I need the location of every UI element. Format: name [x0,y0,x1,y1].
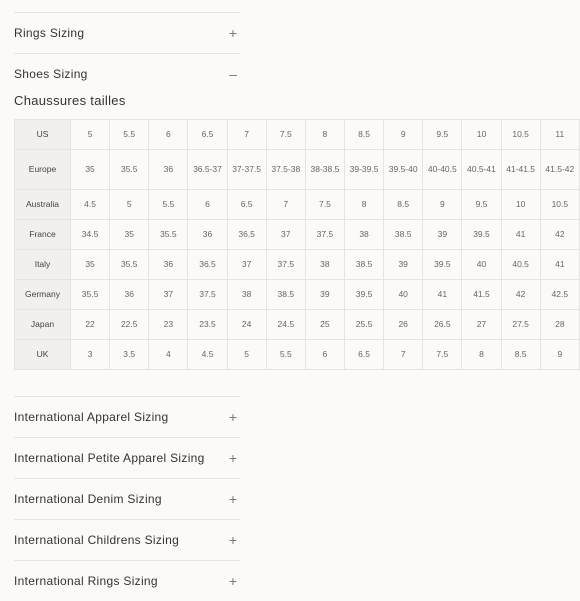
size-cell: 42 [540,220,579,250]
size-cell: 38 [305,250,344,280]
size-cell: 37.5 [188,280,227,310]
accordion-label: International Denim Sizing [14,492,162,506]
table-row [15,280,580,310]
size-cell: 10.5 [501,120,540,150]
size-cell: 8 [462,340,501,370]
size-cell: 40.5 [501,250,540,280]
size-cell: 11 [540,120,579,150]
size-cell: 42 [501,280,540,310]
row-header: Germany [15,280,71,310]
size-cell: 7 [266,190,305,220]
size-cell: 26.5 [423,310,462,340]
size-cell: 36 [188,220,227,250]
size-cell: 35.5 [71,280,110,310]
row-header: Europe [15,150,71,190]
row-header: UK [15,340,71,370]
size-cell: 41.5-42 [540,150,579,190]
accordion-label: Shoes Sizing [14,67,88,81]
size-cell: 8.5 [501,340,540,370]
size-cell: 38.5 [266,280,305,310]
plus-icon: + [228,491,238,507]
size-cell: 39.5 [344,280,383,310]
size-cell: 42.5 [540,280,579,310]
size-cell: 25.5 [344,310,383,340]
size-cell: 37 [227,250,266,280]
size-cell: 37.5 [305,220,344,250]
table-row [15,220,580,250]
size-cell: 39 [384,250,423,280]
accordion-label: Rings Sizing [14,26,85,40]
size-cell: 27.5 [501,310,540,340]
size-cell: 6 [188,190,227,220]
size-cell: 39 [423,220,462,250]
size-cell: 10.5 [540,190,579,220]
shoes-table-title: Chaussures tailles [14,93,126,108]
size-cell: 36 [149,150,188,190]
size-cell: 38-38.5 [305,150,344,190]
accordion-label: International Petite Apparel Sizing [14,451,205,465]
size-cell: 38.5 [344,250,383,280]
size-cell: 7.5 [305,190,344,220]
accordion-shoes-sizing[interactable] [14,53,240,94]
size-cell: 7 [384,340,423,370]
size-cell: 40-40.5 [423,150,462,190]
size-cell: 6.5 [344,340,383,370]
size-cell: 23.5 [188,310,227,340]
size-cell: 37.5-38 [266,150,305,190]
accordion-international-childrens-sizing[interactable] [14,519,240,560]
size-cell: 37 [266,220,305,250]
table-row [15,310,580,340]
size-cell: 4.5 [188,340,227,370]
plus-icon: + [228,25,238,41]
size-cell: 36 [149,250,188,280]
size-cell: 5 [71,120,110,150]
size-cell: 36 [110,280,149,310]
size-cell: 36.5 [227,220,266,250]
size-cell: 35 [110,220,149,250]
size-cell: 7 [227,120,266,150]
size-cell: 10 [462,120,501,150]
size-cell: 41-41.5 [501,150,540,190]
size-cell: 5 [227,340,266,370]
size-cell: 3.5 [110,340,149,370]
size-cell: 36.5-37 [188,150,227,190]
size-cell: 6 [149,120,188,150]
size-cell: 6.5 [188,120,227,150]
size-cell: 35 [71,150,110,190]
row-header: US [15,120,71,150]
size-cell: 7.5 [266,120,305,150]
size-cell: 39-39.5 [344,150,383,190]
size-cell: 8.5 [384,190,423,220]
size-cell: 5.5 [149,190,188,220]
shoe-size-table [14,119,580,370]
size-cell: 9.5 [462,190,501,220]
size-cell: 24.5 [266,310,305,340]
size-cell: 35.5 [110,250,149,280]
table-row [15,150,580,190]
size-cell: 37 [149,280,188,310]
size-cell: 40 [384,280,423,310]
size-cell: 38 [344,220,383,250]
size-cell: 39.5 [462,220,501,250]
size-cell: 36.5 [188,250,227,280]
size-cell: 6.5 [227,190,266,220]
accordion-rings-sizing[interactable] [14,12,240,53]
size-cell: 8 [344,190,383,220]
size-cell: 9.5 [423,120,462,150]
plus-icon: + [228,532,238,548]
size-cell: 41.5 [462,280,501,310]
size-cell: 40.5-41 [462,150,501,190]
row-header: France [15,220,71,250]
size-cell: 24 [227,310,266,340]
size-cell: 41 [423,280,462,310]
accordion-international-apparel-sizing[interactable] [14,396,240,437]
size-cell: 25 [305,310,344,340]
plus-icon: + [228,409,238,425]
size-cell: 41 [501,220,540,250]
table-row [15,250,580,280]
size-cell: 5 [110,190,149,220]
size-cell: 40 [462,250,501,280]
accordion-international-rings-sizing[interactable] [14,560,240,601]
row-header: Italy [15,250,71,280]
size-cell: 39.5 [423,250,462,280]
size-cell: 39 [305,280,344,310]
size-cell: 35.5 [110,150,149,190]
size-cell: 38.5 [384,220,423,250]
size-cell: 3 [71,340,110,370]
size-cell: 35 [71,250,110,280]
plus-icon: + [228,573,238,589]
size-cell: 5.5 [266,340,305,370]
size-cell: 35.5 [149,220,188,250]
size-cell: 38 [227,280,266,310]
size-cell: 41 [540,250,579,280]
plus-icon: + [228,450,238,466]
size-cell: 8 [305,120,344,150]
accordion-label: International Apparel Sizing [14,410,169,424]
size-cell: 37.5 [266,250,305,280]
size-cell: 9 [423,190,462,220]
accordion-label: International Childrens Sizing [14,533,180,547]
accordion-label: International Rings Sizing [14,574,158,588]
size-cell: 6 [305,340,344,370]
size-cell: 26 [384,310,423,340]
minus-icon: – [229,66,237,82]
size-cell: 28 [540,310,579,340]
accordion-international-denim-sizing[interactable] [14,478,240,519]
row-header: Japan [15,310,71,340]
table-row [15,120,580,150]
size-cell: 27 [462,310,501,340]
size-cell: 34.5 [71,220,110,250]
row-header: Australia [15,190,71,220]
size-cell: 23 [149,310,188,340]
accordion-international-petite-apparel-sizing[interactable] [14,437,240,478]
table-row [15,340,580,370]
table-row [15,190,580,220]
size-cell: 8.5 [344,120,383,150]
size-cell: 39.5-40 [384,150,423,190]
size-cell: 9 [540,340,579,370]
size-cell: 10 [501,190,540,220]
size-cell: 4.5 [71,190,110,220]
size-cell: 22.5 [110,310,149,340]
size-cell: 22 [71,310,110,340]
size-cell: 37-37.5 [227,150,266,190]
size-cell: 9 [384,120,423,150]
size-cell: 7.5 [423,340,462,370]
size-cell: 4 [149,340,188,370]
size-cell: 5.5 [110,120,149,150]
